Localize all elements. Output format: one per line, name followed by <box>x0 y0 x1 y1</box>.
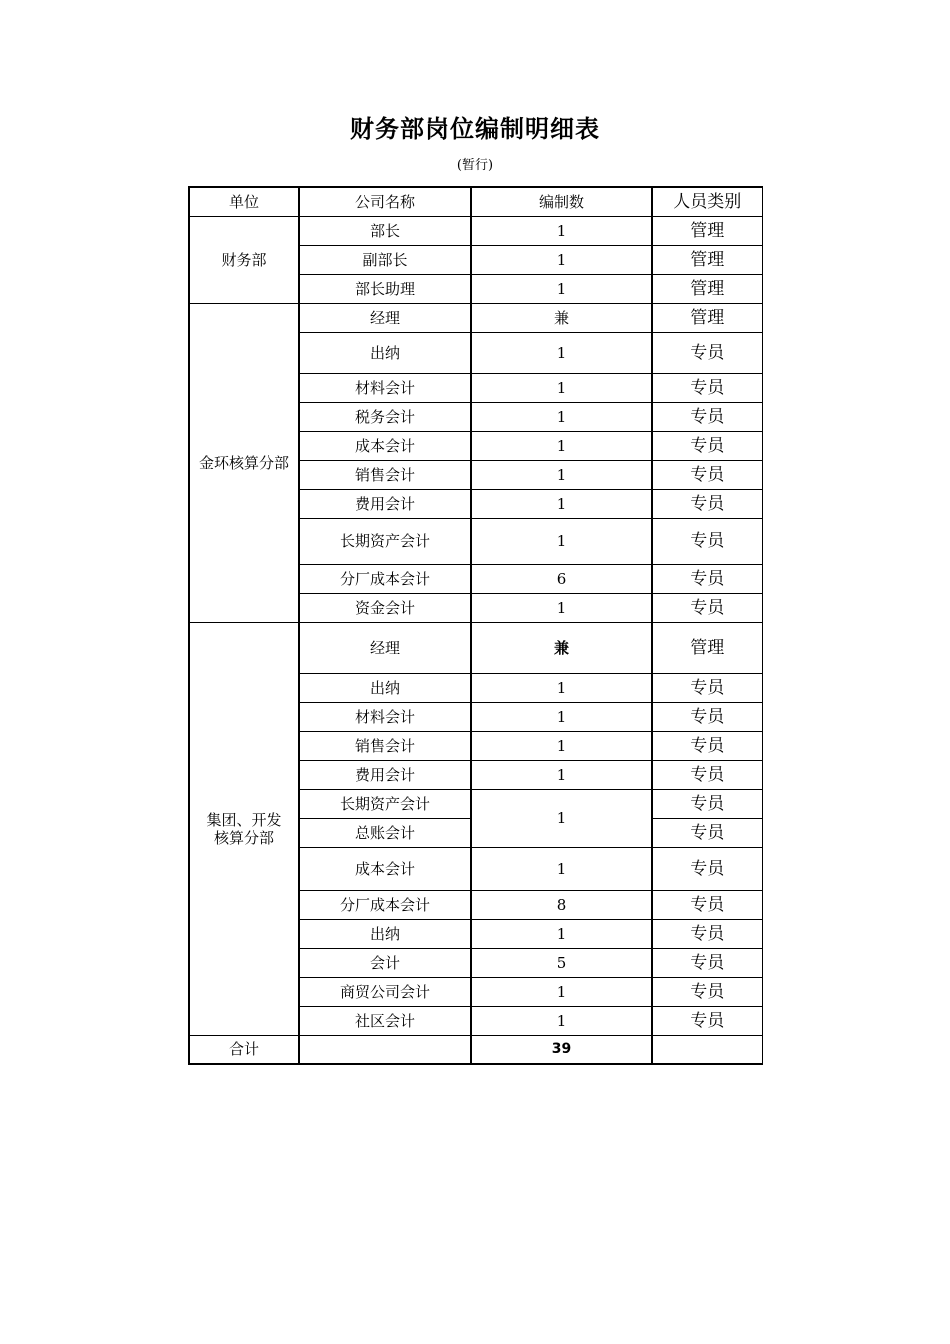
position-cell: 分厂成本会计 <box>299 890 471 919</box>
type-cell: 专员 <box>652 489 762 518</box>
count-cell: 6 <box>471 564 652 593</box>
position-cell: 部长助理 <box>299 274 471 303</box>
type-cell: 管理 <box>652 274 762 303</box>
table-row <box>189 622 762 673</box>
count-cell: 1 <box>471 460 652 489</box>
count-cell: 1 <box>471 332 652 373</box>
count-cell: 1 <box>471 593 652 622</box>
total-label: 合计 <box>189 1035 299 1064</box>
type-cell: 专员 <box>652 431 762 460</box>
position-cell: 出纳 <box>299 332 471 373</box>
type-cell: 管理 <box>652 245 762 274</box>
type-cell: 专员 <box>652 890 762 919</box>
count-cell: 1 <box>471 731 652 760</box>
count-cell: 1 <box>471 518 652 564</box>
position-cell: 商贸公司会计 <box>299 977 471 1006</box>
count-cell: 1 <box>471 274 652 303</box>
position-cell: 费用会计 <box>299 489 471 518</box>
type-cell: 专员 <box>652 593 762 622</box>
count-cell: 兼 <box>471 303 652 332</box>
page-title: 财务部岗位编制明细表 <box>350 115 600 143</box>
position-cell: 材料会计 <box>299 702 471 731</box>
type-cell: 专员 <box>652 332 762 373</box>
staffing-table <box>188 186 763 1065</box>
total-count: 39 <box>471 1035 652 1064</box>
count-cell: 1 <box>471 789 652 847</box>
position-cell: 长期资产会计 <box>299 518 471 564</box>
position-cell: 出纳 <box>299 673 471 702</box>
type-cell: 专员 <box>652 460 762 489</box>
type-cell: 专员 <box>652 373 762 402</box>
type-cell: 专员 <box>652 847 762 890</box>
unit-cell: 集团、开发核算分部 <box>189 622 299 1035</box>
position-cell: 社区会计 <box>299 1006 471 1035</box>
position-cell: 经理 <box>299 622 471 673</box>
position-cell: 材料会计 <box>299 373 471 402</box>
count-cell: 1 <box>471 373 652 402</box>
header-position: 公司名称 <box>299 187 471 216</box>
type-cell: 专员 <box>652 564 762 593</box>
total-row <box>189 1035 762 1064</box>
type-cell: 专员 <box>652 731 762 760</box>
type-cell: 专员 <box>652 789 762 818</box>
position-cell: 销售会计 <box>299 731 471 760</box>
type-cell: 专员 <box>652 818 762 847</box>
count-cell: 1 <box>471 245 652 274</box>
position-cell: 成本会计 <box>299 431 471 460</box>
unit-cell: 金环核算分部 <box>189 303 299 622</box>
type-cell: 专员 <box>652 702 762 731</box>
unit-cell: 财务部 <box>189 216 299 303</box>
count-cell: 1 <box>471 431 652 460</box>
position-cell: 税务会计 <box>299 402 471 431</box>
position-cell: 会计 <box>299 948 471 977</box>
count-cell: 1 <box>471 402 652 431</box>
position-cell: 副部长 <box>299 245 471 274</box>
table-row <box>189 303 762 332</box>
type-cell: 专员 <box>652 518 762 564</box>
total-position <box>299 1035 471 1064</box>
type-cell: 专员 <box>652 760 762 789</box>
page-subtitle: (暂行) <box>456 158 494 173</box>
count-cell: 1 <box>471 977 652 1006</box>
position-cell: 总账会计 <box>299 818 471 847</box>
position-cell: 长期资产会计 <box>299 789 471 818</box>
count-cell: 1 <box>471 847 652 890</box>
position-cell: 销售会计 <box>299 460 471 489</box>
type-cell: 管理 <box>652 622 762 673</box>
header-unit: 单位 <box>189 187 299 216</box>
type-cell: 专员 <box>652 919 762 948</box>
position-cell: 成本会计 <box>299 847 471 890</box>
count-cell: 1 <box>471 1006 652 1035</box>
type-cell: 专员 <box>652 1006 762 1035</box>
header-row <box>189 187 762 216</box>
header-count: 编制数 <box>471 187 652 216</box>
position-cell: 经理 <box>299 303 471 332</box>
type-cell: 专员 <box>652 948 762 977</box>
type-cell: 管理 <box>652 303 762 332</box>
type-cell: 专员 <box>652 402 762 431</box>
count-cell: 兼 <box>471 622 652 673</box>
position-cell: 费用会计 <box>299 760 471 789</box>
count-cell: 8 <box>471 890 652 919</box>
count-cell: 1 <box>471 489 652 518</box>
total-type <box>652 1035 762 1064</box>
header-type: 人员类别 <box>652 187 762 216</box>
count-cell: 5 <box>471 948 652 977</box>
position-cell: 分厂成本会计 <box>299 564 471 593</box>
count-cell: 1 <box>471 702 652 731</box>
position-cell: 部长 <box>299 216 471 245</box>
count-cell: 1 <box>471 673 652 702</box>
count-cell: 1 <box>471 919 652 948</box>
count-cell: 1 <box>471 760 652 789</box>
count-cell: 1 <box>471 216 652 245</box>
position-cell: 出纳 <box>299 919 471 948</box>
type-cell: 专员 <box>652 977 762 1006</box>
position-cell: 资金会计 <box>299 593 471 622</box>
type-cell: 管理 <box>652 216 762 245</box>
type-cell: 专员 <box>652 673 762 702</box>
table-row <box>189 216 762 245</box>
